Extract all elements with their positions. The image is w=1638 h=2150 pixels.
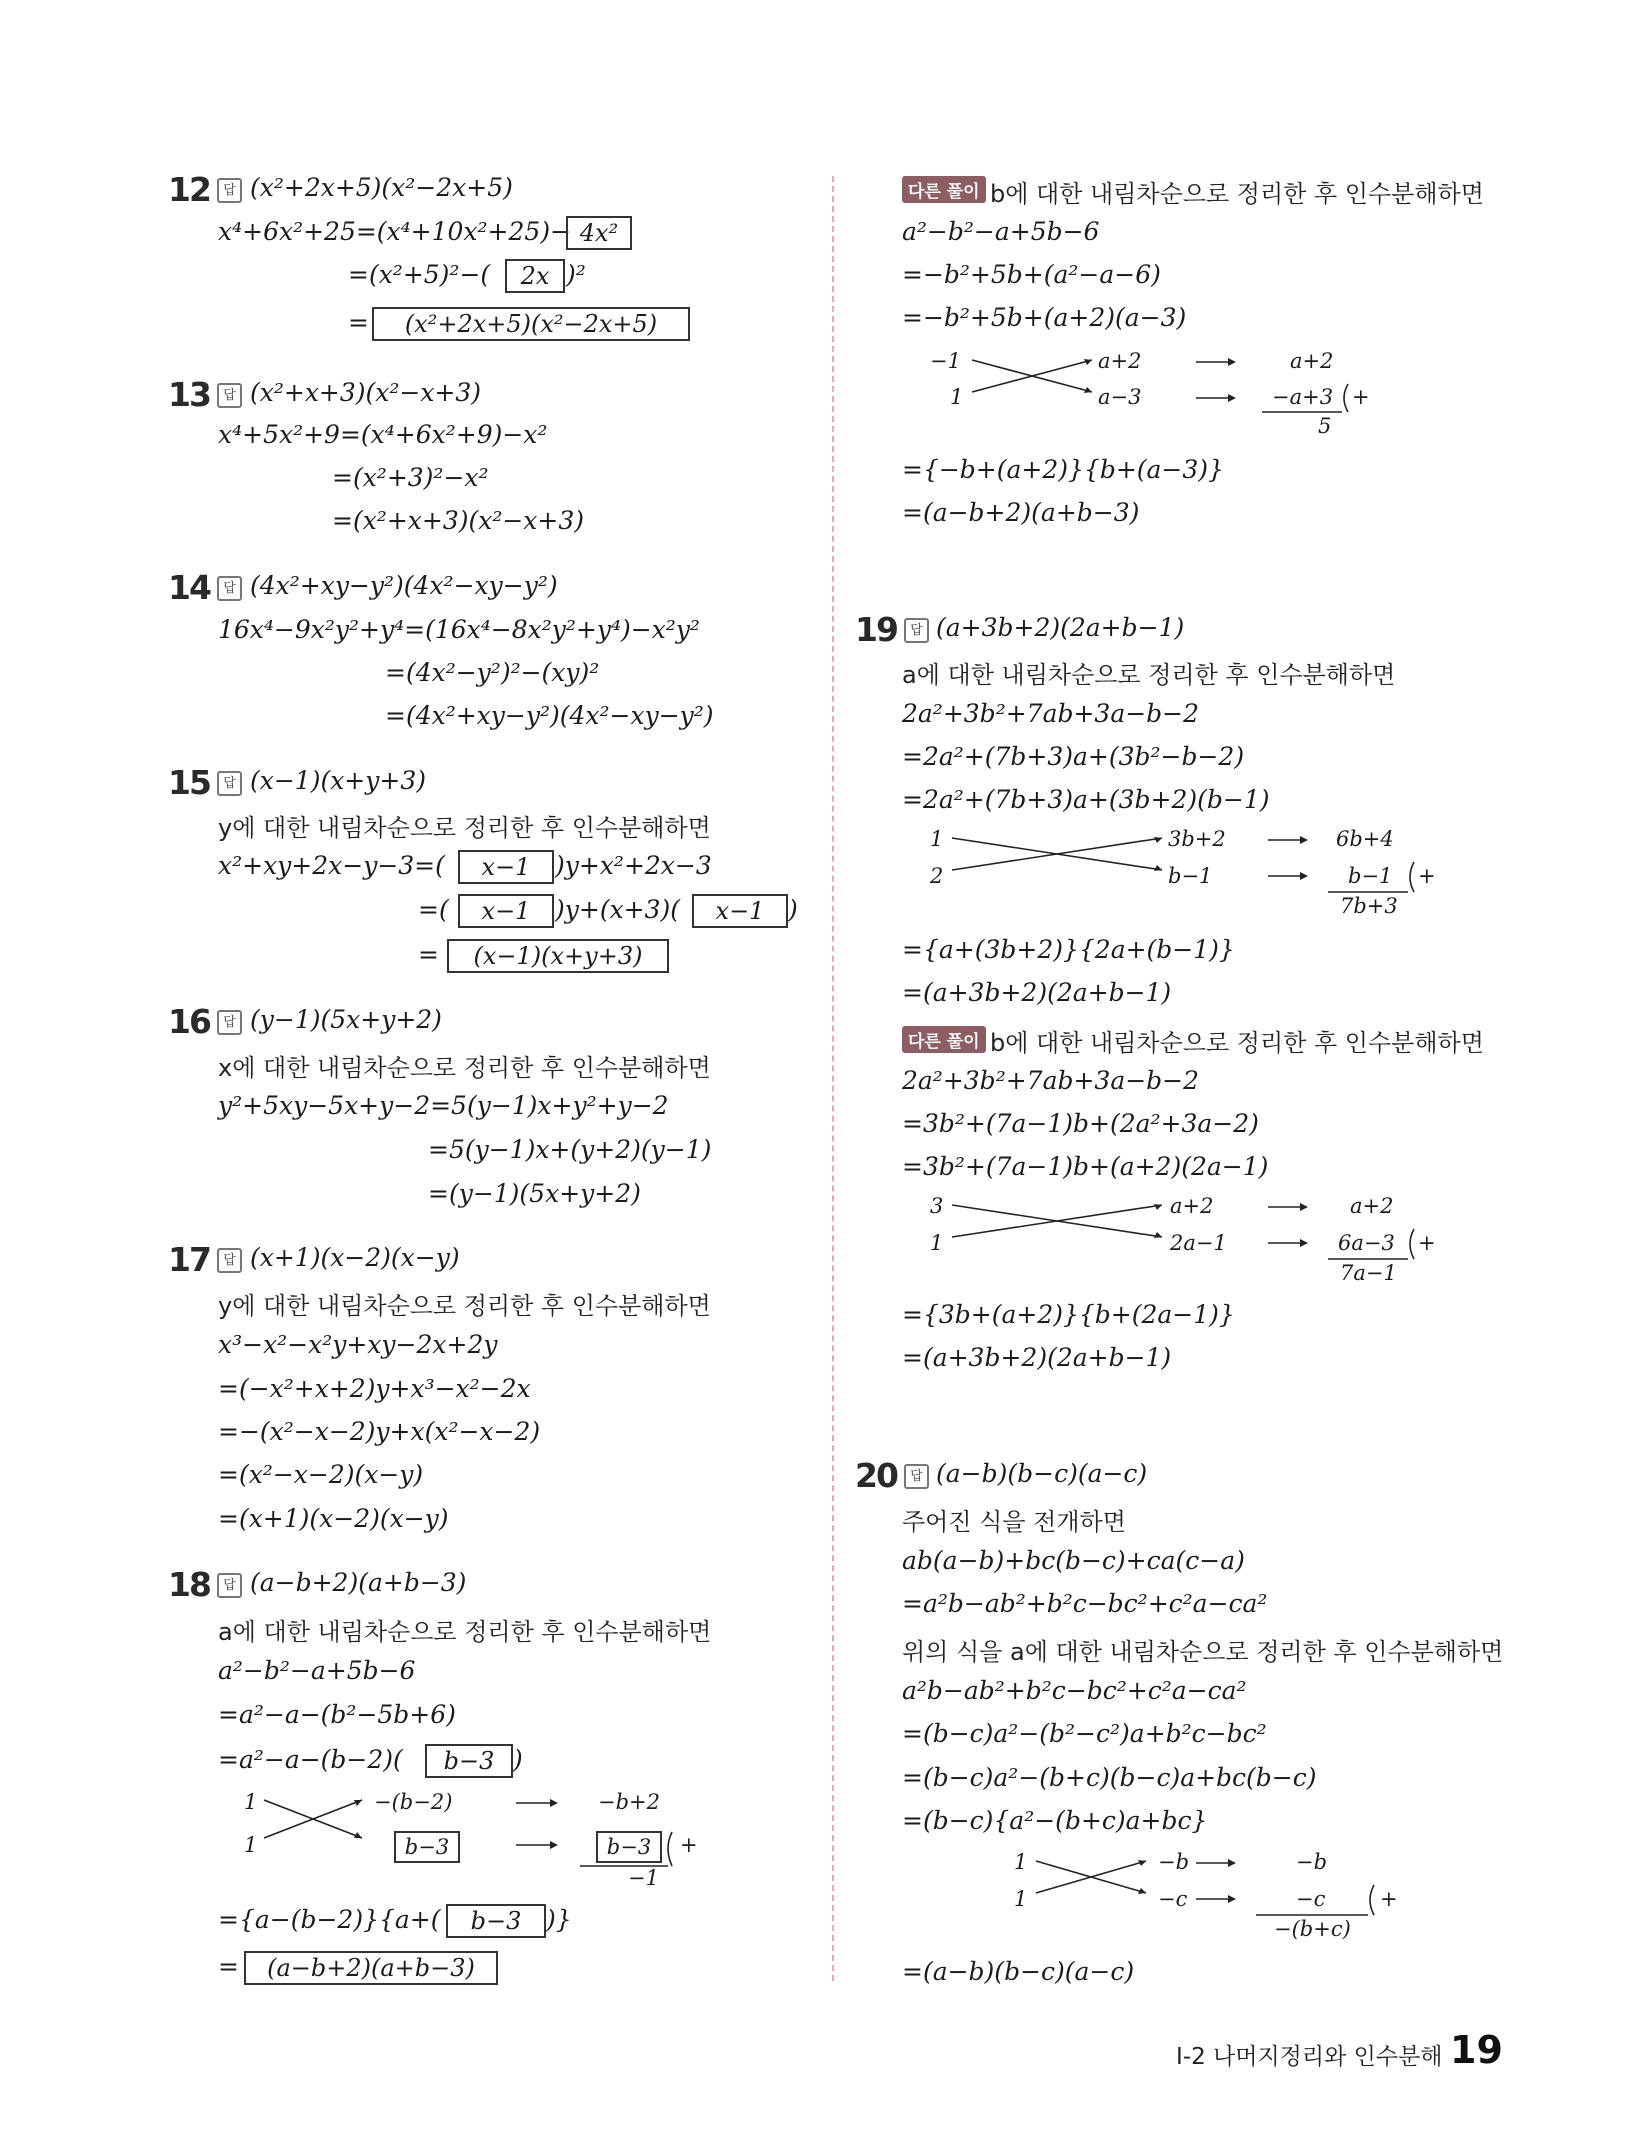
solution-line: =a²b−ab²+b²c−bc²+c²a−ca² [902, 1589, 1268, 1618]
answer-box: b−3 [596, 1831, 662, 1863]
instruction-text: y에 대한 내림차순으로 정리한 후 인수분해하면 [218, 814, 711, 842]
column-divider [832, 176, 834, 1981]
cross-left-coef: −1 [930, 349, 961, 373]
arrow-icon [1268, 1201, 1313, 1246]
solution-line: =(x²+5)²−( [348, 260, 491, 289]
solution-line: 2a²+3b²+7ab+3a−b−2 [902, 699, 1200, 728]
plus-sign: + [1418, 864, 1436, 888]
cross-product: b−1 [1348, 864, 1393, 888]
cross-lines [970, 358, 1100, 398]
answer-text: (a−b)(b−c)(a−c) [936, 1459, 1148, 1488]
arrow-icon [516, 1797, 561, 1857]
instruction-text: a에 대한 내림차순으로 정리한 후 인수분해하면 [218, 1618, 712, 1646]
solution-line: =(x+1)(x−2)(x−y) [218, 1504, 449, 1533]
sum-bracket [580, 1830, 680, 1870]
cross-lines [950, 1203, 1170, 1243]
answer-box: (a−b+2)(a+b−3) [244, 1951, 498, 1985]
solution-line: =a²−a−(b−2)( [218, 1745, 403, 1774]
solution-line: =(a−b+2)(a+b−3) [902, 498, 1140, 527]
answer-icon: 답 [217, 1573, 242, 1598]
cross-right-term: −(b−2) [374, 1790, 453, 1814]
answer-icon: 답 [217, 1010, 242, 1035]
solution-line: =(b−c)a²−(b²−c²)a+b²c−bc² [902, 1719, 1267, 1748]
cross-product: 6b+4 [1336, 827, 1394, 851]
answer-text: (x²+x+3)(x²−x+3) [250, 378, 482, 407]
solution-line: =(a+3b+2)(2a+b−1) [902, 978, 1172, 1007]
solution-line: =3b²+(7a−1)b+(a+2)(2a−1) [902, 1152, 1269, 1181]
solution-line: x⁴+5x²+9=(x⁴+6x²+9)−x² [218, 420, 548, 449]
answer-icon: 답 [217, 771, 242, 796]
cross-left-coef: 1 [244, 1790, 258, 1814]
solution-line: ={a+(3b+2)}{2a+(b−1)} [902, 935, 1235, 964]
answer-box: x−1 [692, 894, 788, 928]
solution-line: =( [418, 895, 449, 924]
solution-line: =(y−1)(5x+y+2) [428, 1179, 641, 1208]
solution-line: =(4x²−y²)²−(xy)² [385, 658, 600, 687]
answer-icon: 답 [217, 1248, 242, 1273]
cross-right-term: 2a−1 [1170, 1231, 1227, 1255]
problem-number: 18 [168, 1565, 210, 1604]
arrow-icon [1268, 834, 1313, 879]
solution-line: =a²−a−(b²−5b+6) [218, 1700, 456, 1729]
answer-box: b−3 [446, 1904, 546, 1938]
instruction-text: b에 대한 내림차순으로 정리한 후 인수분해하면 [990, 1029, 1484, 1057]
cross-left-coef: 1 [1014, 1887, 1028, 1911]
answer-text: (y−1)(5x+y+2) [250, 1005, 442, 1034]
solution-line: =(b−c)a²−(b+c)(b−c)a+bc(b−c) [902, 1763, 1317, 1792]
answer-icon: 답 [217, 178, 242, 203]
solution-line: =2a²+(7b+3)a+(3b²−b−2) [902, 742, 1245, 771]
cross-right-term: −b [1158, 1850, 1190, 1874]
cross-left-coef: 3 [930, 1194, 944, 1218]
solution-line: =(x²+x+3)(x²−x+3) [332, 506, 585, 535]
answer-box: 4x² [566, 216, 632, 250]
cross-product: −b+2 [598, 1790, 660, 1814]
solution-line: x²+xy+2x−y−3=( [218, 851, 445, 880]
problem-number: 14 [168, 568, 210, 607]
answer-box: b−3 [394, 1831, 460, 1863]
alt-solution-badge: 다른 풀이 [902, 1026, 986, 1053]
solution-line: a²b−ab²+b²c−bc²+c²a−ca² [902, 1676, 1247, 1705]
problem-number: 13 [168, 375, 210, 414]
cross-left-coef: 1 [244, 1833, 258, 1857]
instruction-text: b에 대한 내림차순으로 정리한 후 인수분해하면 [990, 180, 1484, 208]
plus-sign: + [1380, 1887, 1398, 1911]
problem-number: 16 [168, 1002, 210, 1041]
cross-lines [262, 1798, 372, 1848]
solution-line: y²+5xy−5x+y−2=5(y−1)x+y²+y−2 [218, 1091, 669, 1120]
instruction-text: a에 대한 내림차순으로 정리한 후 인수분해하면 [902, 661, 1396, 689]
cross-left-coef: 1 [950, 385, 964, 409]
plus-sign: + [1418, 1231, 1436, 1255]
plus-sign: + [1352, 385, 1370, 409]
solution-line: a²−b²−a+5b−6 [902, 217, 1100, 246]
solution-line: = [348, 308, 369, 337]
solution-line: =(b−c){a²−(b+c)a+bc} [902, 1806, 1208, 1835]
answer-box: x−1 [458, 894, 554, 928]
answer-box: x−1 [458, 850, 554, 884]
solution-line: ) [513, 1745, 523, 1774]
cross-lines [950, 836, 1170, 876]
page-number: 19 [1450, 2028, 1503, 2072]
answer-box: b−3 [425, 1744, 513, 1778]
cross-right-term: a+2 [1170, 1194, 1214, 1218]
solution-line: x³−x²−x²y+xy−2x+2y [218, 1330, 498, 1359]
answer-text: (a−b+2)(a+b−3) [250, 1568, 467, 1597]
solution-line: =−(x²−x−2)y+x(x²−x−2) [218, 1417, 541, 1446]
instruction-text: 주어진 식을 전개하면 [902, 1508, 1126, 1536]
solution-line: =(x²+3)²−x² [332, 463, 489, 492]
cross-sum: −(b+c) [1274, 1917, 1351, 1941]
arrow-icon [1196, 1857, 1241, 1902]
solution-line: =(a−b)(b−c)(a−c) [902, 1957, 1135, 1986]
cross-sum: −1 [628, 1866, 659, 1890]
solution-line: = [218, 1952, 239, 1981]
answer-icon: 답 [217, 383, 242, 408]
solution-line: =−b²+5b+(a+2)(a−3) [902, 303, 1187, 332]
cross-product: −b [1296, 1850, 1328, 1874]
cross-product: a+2 [1290, 349, 1334, 373]
cross-right-term: a+2 [1098, 349, 1142, 373]
solution-line: )} [546, 1905, 572, 1934]
cross-sum: 7b+3 [1340, 894, 1398, 918]
solution-line: =(4x²+xy−y²)(4x²−xy−y²) [385, 701, 714, 730]
solution-line: ab(a−b)+bc(b−c)+ca(c−a) [902, 1546, 1245, 1575]
solution-line: a²−b²−a+5b−6 [218, 1656, 416, 1685]
solution-line: =2a²+(7b+3)a+(3b+2)(b−1) [902, 785, 1270, 814]
cross-sum: 5 [1318, 414, 1332, 438]
cross-left-coef: 1 [930, 1231, 944, 1255]
solution-line: =(x²−x−2)(x−y) [218, 1460, 424, 1489]
answer-icon: 답 [217, 576, 242, 601]
cross-right-term: b−1 [1168, 864, 1213, 888]
cross-product: a+2 [1350, 1194, 1394, 1218]
answer-box: (x−1)(x+y+3) [447, 939, 669, 973]
cross-right-term: a−3 [1098, 385, 1142, 409]
plus-sign: + [680, 1833, 698, 1857]
answer-icon: 답 [904, 618, 929, 643]
answer-box: (x²+2x+5)(x²−2x+5) [372, 307, 690, 341]
solution-line: =(−x²+x+2)y+x³−x²−2x [218, 1374, 531, 1403]
problem-number: 19 [855, 610, 897, 649]
answer-text: (x−1)(x+y+3) [250, 766, 426, 795]
solution-line: ={a−(b−2)}{a+( [218, 1905, 441, 1934]
cross-sum: 7a−1 [1340, 1261, 1397, 1285]
cross-left-coef: 2 [930, 864, 944, 888]
problem-number: 12 [168, 170, 210, 209]
sum-bracket [1262, 382, 1362, 422]
cross-left-coef: 1 [1014, 1850, 1028, 1874]
solution-line: ={−b+(a+2)}{b+(a−3)} [902, 455, 1224, 484]
chapter-title: Ⅰ-2 나머지정리와 인수분해 [1176, 2044, 1443, 2070]
answer-text: (x²+2x+5)(x²−2x+5) [250, 173, 513, 202]
instruction-text: x에 대한 내림차순으로 정리한 후 인수분해하면 [218, 1054, 711, 1082]
cross-right-term: 3b+2 [1168, 827, 1226, 851]
cross-product: −c [1296, 1887, 1326, 1911]
solution-line: =3b²+(7a−1)b+(2a²+3a−2) [902, 1109, 1259, 1138]
problem-number: 15 [168, 763, 210, 802]
cross-product: −a+3 [1272, 385, 1334, 409]
cross-right-term: −c [1158, 1887, 1188, 1911]
solution-line: =−b²+5b+(a²−a−6) [902, 260, 1161, 289]
cross-left-coef: 1 [930, 827, 944, 851]
solution-line: )² [566, 260, 586, 289]
answer-text: (4x²+xy−y²)(4x²−xy−y²) [250, 571, 558, 600]
solution-line: )y+(x+3)( [555, 895, 681, 924]
instruction-text: 위의 식을 a에 대한 내림차순으로 정리한 후 인수분해하면 [902, 1638, 1504, 1666]
solution-line: =(a+3b+2)(2a+b−1) [902, 1343, 1172, 1372]
problem-number: 17 [168, 1240, 210, 1279]
answer-text: (x+1)(x−2)(x−y) [250, 1243, 460, 1272]
solution-line: x⁴+6x²+25=(x⁴+10x²+25)− [218, 217, 572, 246]
solution-line: = [418, 940, 439, 969]
answer-box: 2x [505, 259, 565, 293]
alt-solution-badge: 다른 풀이 [902, 176, 986, 203]
answer-icon: 답 [904, 1464, 929, 1489]
problem-number: 20 [855, 1456, 897, 1495]
solution-line: 2a²+3b²+7ab+3a−b−2 [902, 1066, 1200, 1095]
solution-line: 16x⁴−9x²y²+y⁴=(16x⁴−8x²y²+y⁴)−x²y² [218, 615, 700, 644]
instruction-text: y에 대한 내림차순으로 정리한 후 인수분해하면 [218, 1292, 711, 1320]
arrow-icon [1196, 356, 1241, 401]
cross-product: 6a−3 [1338, 1231, 1395, 1255]
answer-text: (a+3b+2)(2a+b−1) [936, 613, 1185, 642]
solution-line: =5(y−1)x+(y+2)(y−1) [428, 1135, 712, 1164]
solution-line: ) [788, 895, 798, 924]
cross-lines [1034, 1859, 1154, 1899]
solution-line: ={3b+(a+2)}{b+(2a−1)} [902, 1300, 1235, 1329]
solution-line: )y+x²+2x−3 [555, 851, 712, 880]
